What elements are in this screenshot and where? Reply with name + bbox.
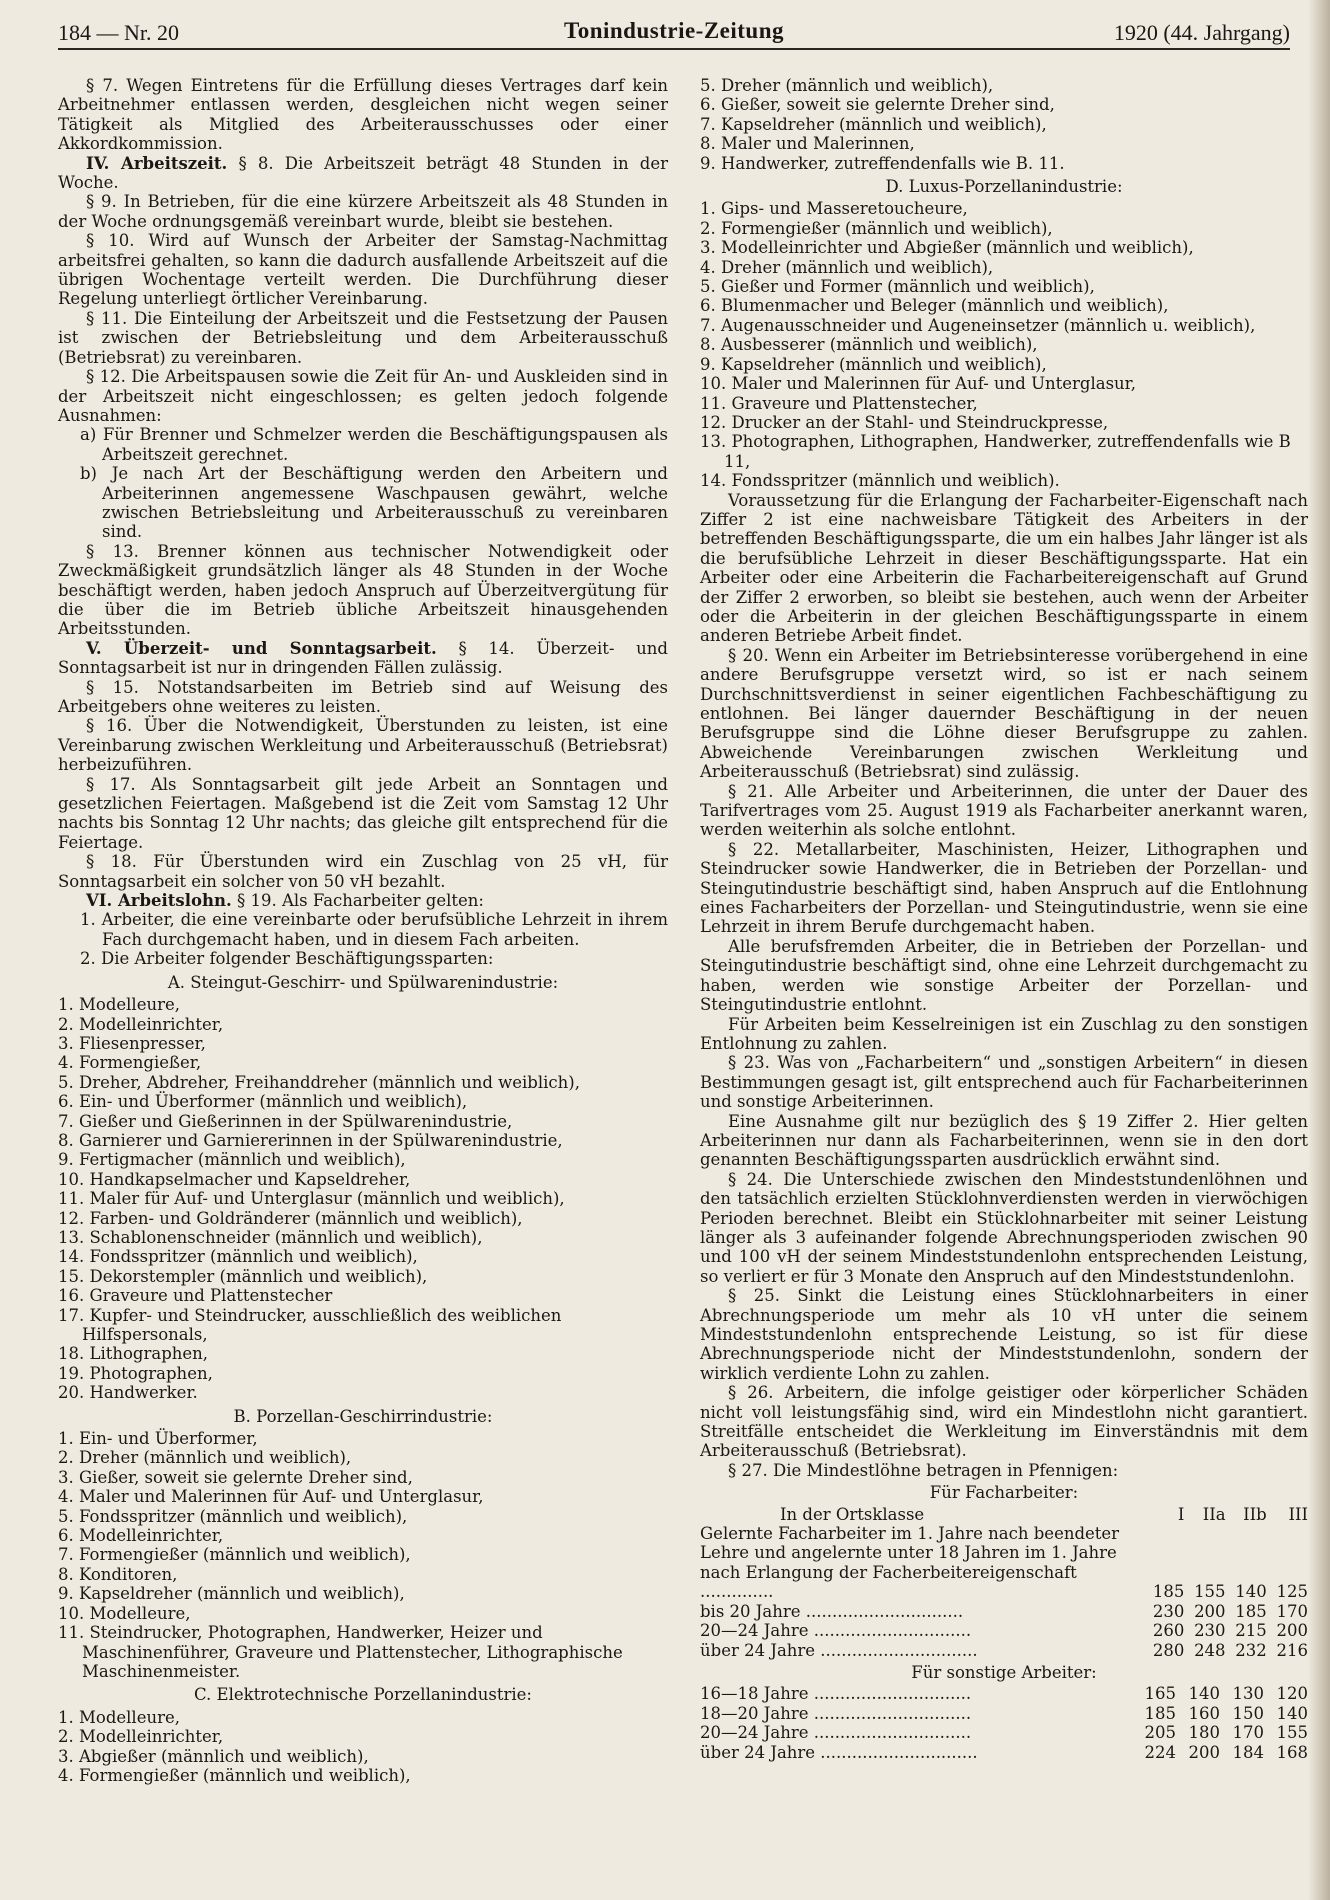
list-item: 3. Abgießer (männlich und weiblich),: [58, 1746, 369, 1766]
table-cell: 168: [1276, 1742, 1308, 1762]
list-item: 9. Kapseldreher (männlich und weiblich),: [700, 354, 1047, 374]
list-item: 8. Garnierer und Garniererinnen in der Spülwarenindustrie,: [58, 1130, 563, 1150]
table-cell: 140: [1235, 1582, 1267, 1602]
table-cell: 120: [1276, 1684, 1308, 1704]
table-cell: 248: [1194, 1640, 1226, 1660]
list-item: 3. Modelleinrichter und Abgießer (männlich und weiblich),: [700, 238, 1194, 258]
journal-title: Tonindustrie-Zeitung: [563, 18, 785, 43]
list-item: 5. Dreher, Abdreher, Freihanddreher (männlich und weiblich),: [58, 1072, 580, 1092]
list-item: 3. Fliesenpresser,: [58, 1033, 206, 1053]
table-cell: 140: [1276, 1703, 1308, 1723]
list-item: 6. Blumenmacher und Beleger (männlich und weiblich),: [700, 296, 1169, 316]
table-header-row: [700, 1505, 1308, 1524]
paragraph-22: § 22. Metallarbeiter, Maschinisten, Heizer, Lithographen und Steindrucker sowie Handwerker, die in Betrieben der Porzellan- und Steingutindustrie beschäftigt sind, haben Anspruch auf die Entlohnung eines Facharbeiters der Porzellan- und Steingutindustrie, wenn sie eine Lehrzeit in ihrem Berufe durchgemacht haben.: [700, 839, 1308, 937]
paragraph-11: § 11. Die Einteilung der Arbeitszeit und die Festsetzung der Pausen ist zwischen der Betriebsleitung und dem Arbeiterausschuß (Betriebsrat) zu vereinbaren.: [58, 308, 668, 367]
heading-a: A. Steingut-Geschirr- und Spülwarenindustrie:: [167, 972, 559, 992]
right-column: [700, 76, 1308, 1762]
wage-table-sonstige: [700, 1684, 1308, 1762]
table-row: [700, 1621, 1308, 1640]
list-item: 7. Gießer und Gießerinnen in der Spülwarenindustrie,: [58, 1111, 513, 1131]
table-cell: 150: [1232, 1703, 1264, 1723]
volume-year: 1920 (44. Jahrgang): [1113, 20, 1290, 45]
list-item: 17. Kupfer- und Steindrucker, ausschließlich des weiblichen Hilfspersonals,: [58, 1305, 562, 1344]
table-cell: 125: [1276, 1582, 1308, 1602]
table-row: [700, 1524, 1308, 1602]
paragraph-9: § 9. In Betrieben, für die eine kürzere Arbeitszeit als 48 Stunden in der Woche ordnungsgemäß vereinbart wurde, bleibt sie bestehen.: [58, 192, 668, 231]
list-item: 12. Drucker an der Stahl- und Steindruckpresse,: [700, 412, 1109, 432]
table-head-facharbeiter: Für Facharbeiter:: [929, 1483, 1079, 1503]
table-cell: 155: [1194, 1582, 1226, 1602]
table-cell: 170: [1232, 1723, 1264, 1743]
list-item: 7. Formengießer (männlich und weiblich),: [58, 1545, 411, 1565]
list-item: 14. Fondsspritzer (männlich und weiblich).: [700, 471, 1060, 491]
list-item: 5. Fondsspritzer (männlich und weiblich),: [58, 1506, 408, 1526]
paragraph-22b: Alle berufsfremden Arbeiter, die in Betrieben der Porzellan- und Steingutindustrie beschäftigt sind, ohne eine Lehrzeit durchgemacht zu haben, werden wie sonstige Arbeiter der Porzellan- und Steingutindustrie entlohnt.: [700, 936, 1308, 1015]
list-item: 8. Maler und Malerinnen,: [700, 134, 915, 154]
list-item: 10. Modelleure,: [58, 1603, 191, 1623]
list-item: 14. Fondsspritzer (männlich und weiblich),: [58, 1247, 418, 1267]
table-row: [700, 1684, 1308, 1703]
list-item: 19. Photographen,: [58, 1363, 213, 1383]
paragraph-17: § 17. Als Sonntagsarbeit gilt jede Arbeit an Sonntagen und gesetzlichen Feiertagen. Maßgebend ist die Zeit vom Samstag 12 Uhr nachts bis Sonntag 12 Uhr nachts; das gleiche gilt entsprechend für die Feiertage.: [58, 774, 668, 852]
section-5-heading: V. Überzeit- und Sonntagsarbeit.: [86, 638, 437, 658]
row-label: bis 20 Jahre ..............................: [700, 1601, 964, 1621]
table-cell: 180: [1188, 1723, 1220, 1743]
list-a: [58, 995, 668, 1403]
list-item: 5. Gießer und Former (männlich und weiblich),: [700, 277, 1095, 297]
list-item: 3. Gießer, soweit sie gelernte Dreher sind,: [58, 1467, 413, 1487]
list-item: 20. Handwerker.: [58, 1383, 198, 1403]
paragraph-12a: a) Für Brenner und Schmelzer werden die Beschäftigungspausen als Arbeitszeit gerechnet.: [80, 425, 668, 464]
paragraph-18: § 18. Für Überstunden wird ein Zuschlag von 25 vH, für Sonntagsarbeit ein solcher von 50 vH bezahlt.: [58, 852, 668, 891]
list-item: 4. Maler und Malerinnen für Auf- und Unterglasur,: [58, 1487, 484, 1507]
paragraph-14: § 14. Überzeit- und Sonntagsarbeit ist nur in dringenden Fällen zulässig.: [58, 638, 668, 678]
list-item: 15. Dekorstempler (männlich und weiblich),: [58, 1266, 428, 1286]
table-row: [700, 1641, 1308, 1660]
table-cell: 185: [1152, 1582, 1185, 1602]
paragraph-19-1: 1. Arbeiter, die eine vereinbarte oder berufsübliche Lehrzeit in ihrem Fach durchgemacht haben, und in diesem Fach arbeiten.: [80, 910, 668, 949]
list-item: 13. Schablonenschneider (männlich und weiblich),: [58, 1227, 483, 1247]
paragraph-22c: Für Arbeiten beim Kesselreinigen ist ein Zuschlag zu den sonstigen Entlohnung zu zahlen.: [700, 1014, 1308, 1053]
column-header: IIb: [1243, 1504, 1267, 1524]
heading-b: B. Porzellan-Geschirrindustrie:: [233, 1406, 493, 1426]
table-cell: 200: [1188, 1742, 1220, 1762]
row-label: Gelernte Facharbeiter im 1. Jahre nach beendeter Lehre und angelernte unter 18 Jahren im 1. Jahre nach Erlangung der Facherbeitereigenschaft ..............: [700, 1524, 1120, 1602]
paragraph-10: § 10. Wird auf Wunsch der Arbeiter der Samstag-Nachmittag arbeitsfrei gehalten, so kann die dadurch ausfallende Arbeitszeit auf die übrigen Wochentage verteilt werden. Die Durchführung dieser Regelung unterliegt örtlicher Vereinbarung.: [58, 231, 668, 309]
list-item: 8. Konditoren,: [58, 1564, 178, 1584]
list-b: [58, 1429, 668, 1681]
row-label: 18—20 Jahre ..............................: [700, 1703, 972, 1723]
paragraph-12b: b) Je nach Art der Beschäftigung werden den Arbeitern und Arbeiterinnen angemessene Waschpausen gewährt, welche zwischen Betriebsleitung und Arbeiterausschuß zu vereinbaren sind.: [80, 464, 668, 542]
section-4-heading: IV. Arbeitszeit.: [86, 153, 228, 173]
list-item: 10. Handkapselmacher und Kapseldreher,: [58, 1169, 411, 1189]
list-item: 7. Kapseldreher (männlich und weiblich),: [700, 114, 1047, 134]
table-cell: 185: [1235, 1601, 1267, 1621]
list-d: [700, 199, 1308, 490]
paragraph-19-2: 2. Die Arbeiter folgender Beschäftigungssparten:: [80, 949, 494, 969]
list-item: 8. Ausbesserer (männlich und weiblich),: [700, 335, 1038, 355]
table-cell: 200: [1194, 1601, 1226, 1621]
wage-table-facharbeiter: [700, 1505, 1308, 1660]
table-cell: 130: [1232, 1684, 1264, 1704]
paragraph-23: § 23. Was von „Facharbeitern“ und „sonstigen Arbeitern“ in diesen Bestimmungen gesagt ist, gilt entsprechend auch für Facharbeiterinnen und sonstige Arbeiterinnen.: [700, 1053, 1308, 1112]
list-item: 6. Gießer, soweit sie gelernte Dreher sind,: [700, 95, 1055, 115]
list-item: 13. Photographen, Lithographen, Handwerker, zutreffendenfalls wie B 11,: [700, 432, 1291, 471]
paragraph-15: § 15. Notstandsarbeiten im Betrieb sind auf Weisung des Arbeitgebers ohne weiteres zu leisten.: [58, 677, 668, 716]
row-label: über 24 Jahre ..............................: [700, 1640, 978, 1660]
table-cell: 155: [1276, 1723, 1308, 1743]
paragraph-25: § 25. Sinkt die Leistung eines Stücklohnarbeiters in einer Abrechnungsperiode um mehr als 10 vH unter die seinem Mindeststundenlohn entsprechende Leistung, so ist für diese Abrechnungsperiode nicht der Mindeststundenlohn, sondern der wirklich verdiente Lohn zu zahlen.: [700, 1286, 1308, 1383]
row-label: 20—24 Jahre ..............................: [700, 1621, 972, 1641]
table-cell: 165: [1144, 1684, 1176, 1704]
heading-c: C. Elektrotechnische Porzellanindustrie:: [194, 1685, 532, 1705]
paragraph-8: § 8. Die Arbeitszeit beträgt 48 Stunden in der Woche.: [58, 153, 668, 193]
paragraph-16: § 16. Über die Notwendigkeit, Überstunden zu leisten, ist eine Vereinbarung zwischen Werkleitung und Arbeiterausschuß (Betriebsrat) herbeizuführen.: [58, 716, 668, 775]
column-header: III: [1288, 1504, 1308, 1524]
table-cell: 260: [1152, 1621, 1185, 1641]
table-head-sonstige: Für sonstige Arbeiter:: [911, 1662, 1097, 1682]
page-edge-shadow: [1308, 0, 1330, 1900]
table-cell: 230: [1152, 1601, 1185, 1621]
list-item: 9. Handwerker, zutreffendenfalls wie B. 11.: [700, 153, 1065, 173]
list-item: 2. Dreher (männlich und weiblich),: [58, 1448, 352, 1468]
row-label: über 24 Jahre ..............................: [700, 1742, 978, 1762]
list-item: 1. Gips- und Masseretoucheure,: [700, 199, 968, 219]
table-cell: 170: [1276, 1601, 1308, 1621]
table-cell: 200: [1276, 1621, 1308, 1641]
row-label: 16—18 Jahre ..............................: [700, 1684, 972, 1704]
paragraph-13: § 13. Brenner können aus technischer Notwendigkeit oder Zweckmäßigkeit grundsätzlich länger als 48 Stunden in der Woche beschäftigt werden, haben jedoch Anspruch auf Überzeitvergütung für die über die im Betrieb übliche Arbeitszeit hinausgehenden Arbeitsstunden.: [58, 541, 668, 639]
list-item: 1. Ein- und Überformer,: [58, 1429, 258, 1449]
table-cell: 230: [1194, 1621, 1226, 1641]
table-cell: 215: [1235, 1621, 1267, 1641]
paragraph-24: § 24. Die Unterschiede zwischen den Mindeststundenlöhnen und den tatsächlich erzielten Stücklohnverdiensten werden in vierwöchigen Perioden berechnet. Bleibt ein Stücklohnarbeiter mit seiner Leistung länger als 3 aufeinander folgende Abrechnungsperioden zwischen 90 und 100 vH der seinem Mindeststundenlohn entsprechenden Leistung, so verliert er für 3 Monate den Anspruch auf den Mindeststundenlohn.: [700, 1169, 1308, 1286]
table-cell: 224: [1144, 1742, 1176, 1762]
list-c-continued: [700, 76, 1308, 173]
table-cell: 185: [1144, 1703, 1176, 1723]
list-item: 1. Modelleure,: [58, 995, 180, 1015]
table-row: [700, 1743, 1308, 1762]
list-item: 1. Modelleure,: [58, 1707, 180, 1727]
paragraph-12: § 12. Die Arbeitspausen sowie die Zeit für An- und Auskleiden sind in der Arbeitszeit nicht eingeschlossen; es gelten jedoch folgende Ausnahmen:: [58, 367, 668, 425]
table-cell: 205: [1144, 1723, 1176, 1743]
list-item: 10. Maler und Malerinnen für Auf- und Unterglasur,: [700, 374, 1136, 394]
list-item: 11. Maler für Auf- und Unterglasur (männlich und weiblich),: [58, 1189, 565, 1209]
row-label: 20—24 Jahre ..............................: [700, 1723, 972, 1743]
table-row: [700, 1602, 1308, 1621]
list-item: 4. Formengießer,: [58, 1053, 202, 1073]
list-item: 7. Augenausschneider und Augeneinsetzer (männlich u. weiblich),: [700, 315, 1256, 335]
column-header: I: [1177, 1504, 1185, 1524]
paragraph-19: § 19. Als Facharbeiter gelten:: [236, 891, 484, 911]
list-c: [58, 1708, 668, 1786]
list-item: 4. Dreher (männlich und weiblich),: [700, 257, 994, 277]
table-cell: 184: [1232, 1742, 1264, 1762]
paragraph-7: § 7. Wegen Eintretens für die Erfüllung dieses Vertrages darf kein Arbeitnehmer entlassen werden, desgleichen nicht wegen seiner Tätigkeit als Mitglied des Arbeiterausschusses oder einer Akkordkommission.: [58, 76, 668, 154]
table-row: [700, 1723, 1308, 1742]
section-6-heading: VI. Arbeitslohn.: [86, 891, 232, 911]
list-item: 2. Modelleinrichter,: [58, 1727, 224, 1747]
list-item: 9. Fertigmacher (männlich und weiblich),: [58, 1150, 406, 1170]
left-column: [58, 76, 668, 1785]
paragraph-23b: Eine Ausnahme gilt nur bezüglich des § 19 Ziffer 2. Hier gelten Arbeiterinnen nur dann als Facharbeiterinnen, wenn sie in den dort genannten Beschäftigungssparten ausdrücklich erwähnt sind.: [700, 1111, 1308, 1170]
heading-d: D. Luxus-Porzellanindustrie:: [885, 177, 1123, 197]
table-cell: 216: [1276, 1640, 1308, 1660]
list-item: 11. Steindrucker, Photographen, Handwerker, Heizer und Maschinenführer, Graveure und Plattenstecher, Lithographische Maschinenmeister.: [58, 1623, 623, 1681]
list-item: 9. Kapseldreher (männlich und weiblich),: [58, 1584, 405, 1604]
column-label: In der Ortsklasse: [780, 1504, 925, 1524]
list-item: 2. Modelleinrichter,: [58, 1014, 224, 1034]
list-item: 4. Formengießer (männlich und weiblich),: [58, 1765, 411, 1785]
list-item: 16. Graveure und Plattenstecher: [58, 1286, 333, 1306]
table-cell: 280: [1152, 1640, 1185, 1660]
paragraph-20: § 20. Wenn ein Arbeiter im Betriebsinteresse vorübergehend in eine andere Berufsgruppe versetzt wird, so ist er nach seinem Durchschnittsverdienst in seiner eigentlichen Fachbeschäftigung zu entlohnen. Bei länger dauernder Beschäftigung in der neuen Berufsgruppe sind die Löhne dieser Berufsgruppe zu zahlen. Abweichende Vereinbarungen zwischen Werkleitung und Arbeiterausschuß (Betriebsrat) sind zulässig.: [700, 645, 1308, 782]
table-cell: 232: [1235, 1640, 1267, 1660]
table-cell: 140: [1188, 1684, 1220, 1704]
paragraph-27: § 27. Die Mindestlöhne betragen in Pfennigen:: [728, 1460, 1119, 1480]
table-cell: 160: [1188, 1703, 1220, 1723]
column-header: IIa: [1202, 1504, 1226, 1524]
list-item: 11. Graveure und Plattenstecher,: [700, 393, 978, 413]
paragraph-21: § 21. Alle Arbeiter und Arbeiterinnen, die unter der Dauer des Tarifvertrages vom 25. August 1919 als Facharbeiter anerkannt waren, werden weiterhin als solche entlohnt.: [700, 781, 1308, 840]
list-item: 5. Dreher (männlich und weiblich),: [700, 76, 994, 95]
page-header: [58, 14, 1290, 50]
paragraph-26: § 26. Arbeitern, die infolge geistiger oder körperlicher Schäden nicht voll leistungsfähig sind, wird ein Mindestlohn nicht garantiert. Streitfälle entscheidet die Werkleitung im Einverständnis mit dem Arbeiterausschuß (Betriebsrat).: [700, 1383, 1308, 1461]
list-item: 6. Modelleinrichter,: [58, 1526, 224, 1546]
paragraph-voraussetzung: Voraussetzung für die Erlangung der Facharbeiter-Eigenschaft nach Ziffer 2 ist eine nachweisbare Tätigkeit des Arbeiters in der betreffenden Beschäftigungssparte, die um ein halbes Jahr länger ist als die berufsübliche Lehrzeit in dieser Beschäftigungssparte. Hat ein Arbeiter oder eine Arbeiterin die Facharbeitereigenschaft auf Grund der Ziffer 2 erworben, so bleibt sie bestehen, auch wenn der Arbeiter oder die Arbeiterin in der gleichen Beschäftigungssparte in einem anderen Betriebe Arbeit findet.: [700, 490, 1308, 646]
list-item: 18. Lithographen,: [58, 1344, 209, 1364]
page-number: 184 — Nr. 20: [58, 20, 179, 45]
list-item: 6. Ein- und Überformer (männlich und weiblich),: [58, 1092, 468, 1112]
list-item: 2. Formengießer (männlich und weiblich),: [700, 218, 1053, 238]
table-row: [700, 1704, 1308, 1723]
list-item: 12. Farben- und Goldränderer (männlich und weiblich),: [58, 1208, 523, 1228]
